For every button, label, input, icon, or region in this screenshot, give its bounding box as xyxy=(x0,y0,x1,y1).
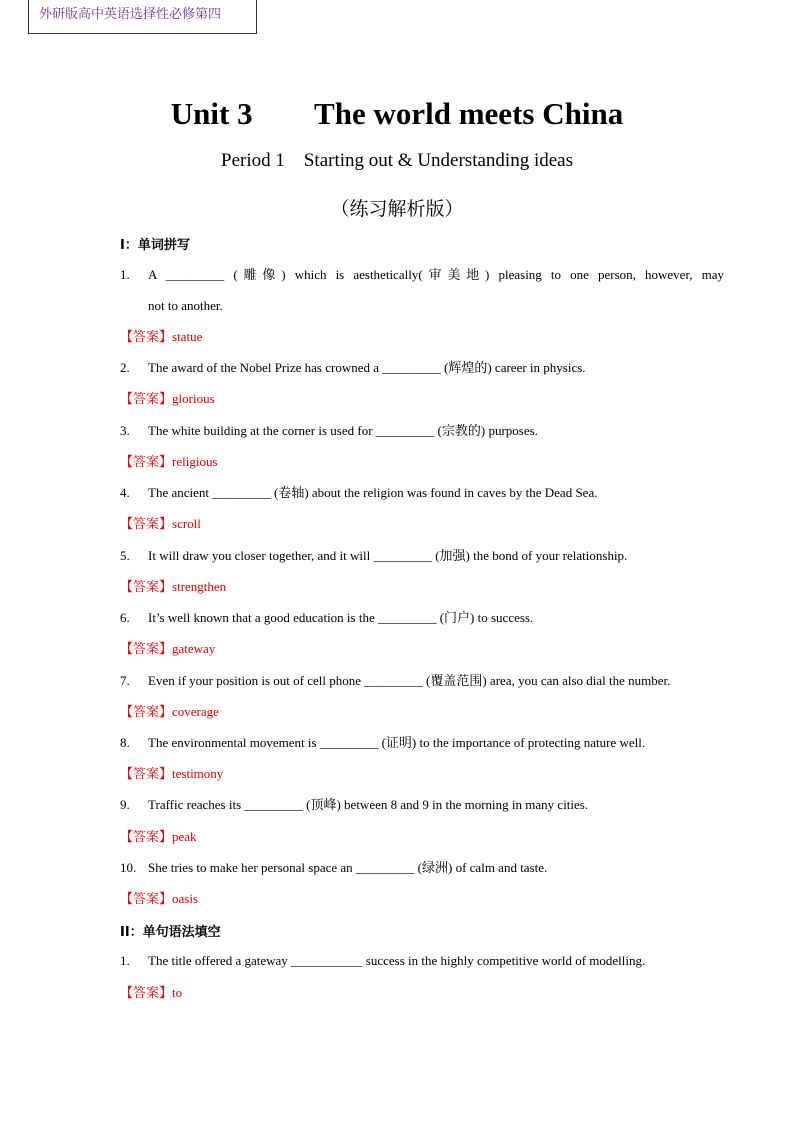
answer-label: 【答案】 xyxy=(120,580,173,595)
question-text: The environmental movement is _________ (证明) to the importance of protecting nature well. xyxy=(148,735,646,750)
question-item xyxy=(120,795,724,815)
answer-label: 【答案】 xyxy=(120,767,173,782)
answer-line xyxy=(120,452,218,473)
question-number: 10. xyxy=(120,860,137,875)
question-item xyxy=(120,671,724,691)
answer-text: testimony xyxy=(172,766,224,781)
question-number: 6. xyxy=(120,610,130,625)
answer-line xyxy=(120,764,223,785)
answer-label: 【答案】 xyxy=(120,705,173,720)
question-number: 5. xyxy=(120,548,130,563)
answer-line xyxy=(120,889,198,910)
question-item xyxy=(120,733,724,753)
question-number: 7. xyxy=(120,673,130,688)
answer-text: religious xyxy=(172,454,218,469)
page-subtitle: Period 1 Starting out & Understanding ideas xyxy=(221,150,573,171)
question-text: The award of the Nobel Prize has crowned a _________ (辉煌的) career in physics. xyxy=(148,360,586,375)
question-number: 1. xyxy=(120,953,130,968)
question-text: The white building at the corner is used for _________ (宗教的) purposes. xyxy=(148,423,538,438)
answer-line xyxy=(120,327,202,348)
question-text: She tries to make her personal space an _________ (绿洲) of calm and taste. xyxy=(148,860,548,875)
answer-label: 【答案】 xyxy=(120,830,173,845)
answer-label: 【答案】 xyxy=(120,892,173,907)
answer-label: 【答案】 xyxy=(120,986,173,1001)
answer-text: statue xyxy=(172,329,203,344)
section-heading-grammar: II：单句语法填空 xyxy=(120,925,221,940)
header-tag: 外研版高中英语选择性必修第四 xyxy=(28,0,257,34)
answer-text: strengthen xyxy=(172,579,227,594)
answer-label: 【答案】 xyxy=(120,517,173,532)
answer-line xyxy=(120,639,215,660)
question-number: 3. xyxy=(120,423,130,438)
question-text: It’s well known that a good education is the _________ (门户) to success. xyxy=(148,610,534,625)
question-item xyxy=(120,608,724,628)
question-text: The title offered a gateway ___________ success in the highly competitive world of modelling. xyxy=(148,953,646,968)
question-number: 2. xyxy=(120,360,130,375)
page-subtitle-version: （练习解析版） xyxy=(330,198,464,220)
answer-label: 【答案】 xyxy=(120,392,173,407)
question-text-continued: not to another. xyxy=(148,298,223,313)
question-item xyxy=(120,265,724,285)
question-text: Traffic reaches its _________ (顶峰) between 8 and 9 in the morning in many cities. xyxy=(148,797,589,812)
answer-text: scroll xyxy=(172,516,201,531)
answer-label: 【答案】 xyxy=(120,642,173,657)
answer-text: coverage xyxy=(172,704,219,719)
question-item xyxy=(120,358,724,378)
question-item xyxy=(120,483,724,503)
question-item xyxy=(120,546,724,566)
answer-line xyxy=(120,514,201,535)
question-number: 1. xyxy=(120,267,130,282)
question-text: A _________ (雕像) which is aesthetically(审美地) pleasing to one person, however, may xyxy=(148,267,724,282)
answer-text: peak xyxy=(172,829,197,844)
answer-label: 【答案】 xyxy=(120,330,173,345)
answer-line xyxy=(120,827,197,848)
question-number: 4. xyxy=(120,485,130,500)
question-item xyxy=(120,858,724,878)
answer-line xyxy=(120,389,215,410)
answer-label: 【答案】 xyxy=(120,455,173,470)
question-number: 8. xyxy=(120,735,130,750)
answer-line xyxy=(120,577,226,598)
answer-line xyxy=(120,983,182,1004)
question-item xyxy=(120,951,724,971)
question-text: It will draw you closer together, and it will _________ (加强) the bond of your relationship. xyxy=(148,548,628,563)
question-item xyxy=(120,421,724,441)
answer-text: glorious xyxy=(172,391,215,406)
answer-text: oasis xyxy=(172,891,199,906)
answer-text: to xyxy=(172,985,183,1000)
question-number: 9. xyxy=(120,797,130,812)
question-text: The ancient _________ (卷轴) about the religion was found in caves by the Dead Sea. xyxy=(148,485,598,500)
question-text: Even if your position is out of cell phone _________ (覆盖范围) area, you can also dial the number. xyxy=(148,673,671,688)
page-title: Unit 3 The world meets China xyxy=(170,96,624,131)
answer-text: gateway xyxy=(172,641,216,656)
answer-line xyxy=(120,702,219,723)
section-heading-vocab: I：单词拼写 xyxy=(120,238,190,253)
